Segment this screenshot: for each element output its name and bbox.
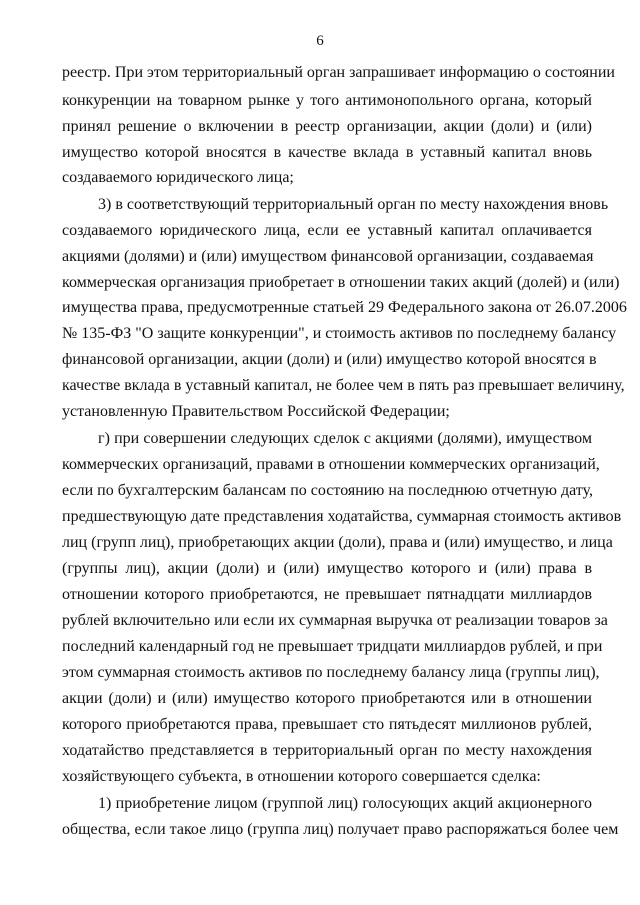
- text-line: финансовой организации, акции (доли) и (или) имущество которой вносятся в: [62, 351, 597, 368]
- text-line: отношении которого приобретаются, не превышает пятнадцати миллиардов: [62, 586, 592, 603]
- text-line: лиц (групп лиц), приобретающих акции (доли), права и (или) имущество, и лица: [62, 534, 613, 551]
- text-line: этом суммарная стоимость активов по последнему балансу лица (группы лиц),: [62, 664, 600, 681]
- text-line: акции (доли) и (или) имущество которого приобретаются или в отношении: [62, 690, 592, 707]
- text-line: ходатайство представляется в территориальный орган по месту нахождения: [62, 742, 592, 759]
- text-line: общества, если такое лицо (группа лиц) получает право распоряжаться более чем: [62, 821, 619, 838]
- text-line: имущества права, предусмотренные статьей 29 Федерального закона от 26.07.2006: [62, 299, 627, 316]
- text-line: коммерческих организаций, правами в отношении коммерческих организаций,: [62, 456, 600, 473]
- text-line: реестр. При этом территориальный орган запрашивает информацию о состоянии: [62, 64, 615, 81]
- text-line: установленную Правительством Российской Федерации;: [62, 403, 450, 420]
- text-line: последний календарный год не превышает тридцати миллиардов рублей, и при: [62, 638, 603, 655]
- text-line: создаваемого юридического лица, если ее уставный капитал оплачивается: [62, 222, 592, 239]
- text-line: 3) в соответствующий территориальный орган по месту нахождения вновь: [98, 196, 609, 213]
- text-line: № 135-ФЗ "О защите конкуренции", и стоимость активов по последнему балансу: [62, 325, 617, 342]
- text-line: качестве вклада в уставный капитал, не более чем в пять раз превышает величину,: [62, 377, 625, 394]
- text-line: предшествующую дате представления ходатайства, суммарная стоимость активов: [62, 508, 622, 525]
- text-line: хозяйствующего субъекта, в отношении которого совершается сделка:: [62, 768, 541, 785]
- page-number: 6: [316, 33, 324, 49]
- text-line: если по бухгалтерским балансам по состоянию на последнюю отчетную дату,: [62, 482, 593, 499]
- text-line: г) при совершении следующих сделок с акциями (долями), имуществом: [98, 430, 592, 447]
- text-line: имущество которой вносятся в качестве вклада в уставный капитал вновь: [62, 144, 592, 161]
- text-line: (группы лиц), акции (доли) и (или) имущество которого и (или) права в: [62, 560, 592, 577]
- text-line: коммерческая организация приобретает в отношении таких акций (долей) и (или): [62, 274, 620, 291]
- text-line: 1) приобретение лицом (группой лиц) голосующих акций акционерного: [98, 795, 592, 812]
- text-line: которого приобретаются права, превышает сто пятьдесят миллионов рублей,: [62, 716, 592, 733]
- text-line: создаваемого юридического лица;: [62, 169, 294, 186]
- text-line: конкуренции на товарном рынке у того антимонопольного органа, который: [62, 92, 592, 109]
- text-line: принял решение о включении в реестр организации, акции (доли) и (или): [62, 118, 592, 135]
- text-line: рублей включительно или если их суммарная выручка от реализации товаров за: [62, 612, 608, 629]
- text-line: акциями (долями) и (или) имуществом финансовой организации, создаваемая: [62, 248, 594, 265]
